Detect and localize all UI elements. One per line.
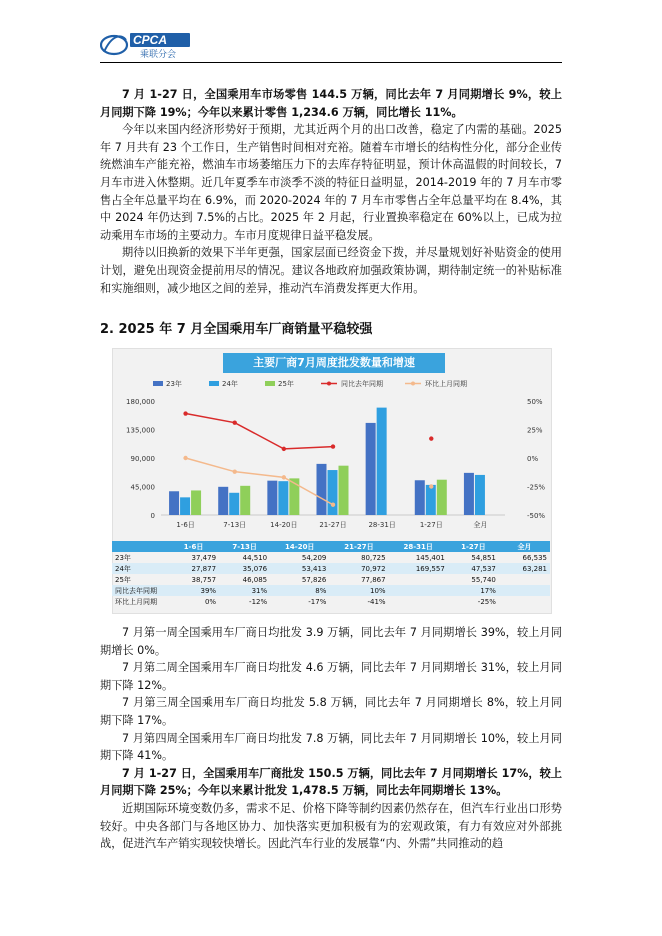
table-cell: 63,281	[499, 563, 550, 574]
wholesale-summary: 7 月 1-27 日，全国乘用车厂商批发 150.5 万辆，同比去年 7 月同期增长 17%，较上月同期下降 25%；今年以来累计批发 1,478.5 万辆，同比去年同期增长 13%。	[100, 766, 562, 798]
svg-text:CPCA: CPCA	[133, 33, 168, 47]
bar	[218, 487, 228, 515]
y2-tick-label: -50%	[527, 512, 546, 520]
intro-section	[100, 86, 562, 297]
table-header-row	[112, 541, 550, 552]
table-cell: -41%	[367, 597, 386, 606]
table-cell	[389, 574, 448, 585]
series-line	[186, 458, 333, 505]
cpca-logo	[100, 30, 220, 60]
table-row	[112, 563, 550, 574]
table-cell: 70,972	[329, 563, 388, 574]
table-cell: 77,867	[361, 575, 386, 584]
week-4-text: 7 月第四周全国乘用车厂商日均批发 7.8 万辆，同比去年 7 月同期增长 10%，较上月同期下降 41%。	[100, 731, 562, 763]
legend-label: 25年	[278, 380, 294, 388]
week-2-text: 7 月第二周全国乘用车厂商日均批发 4.6 万辆，同比去年 7 月同期增长 31%，较上月同期下降 12%。	[100, 661, 562, 692]
table-row-label: 25年	[115, 575, 131, 584]
chart-title: 主要厂商7月周度批发数量和增速	[223, 353, 445, 373]
week-1-text: 7 月第一周全国乘用车厂商日均批发 3.9 万辆，同比去年 7 月同期增长 39%，较上月同期增长 0%。	[100, 626, 562, 657]
y-tick-label: 135,000	[126, 426, 155, 435]
table-cell: 39%	[168, 585, 219, 596]
x-tick-label: 14-20日	[270, 521, 298, 529]
table-cell: 54,209	[301, 553, 327, 562]
table-cell: 46,085	[242, 575, 268, 584]
legend-label: 23年	[166, 380, 182, 388]
table-cell: 31%	[219, 585, 270, 596]
series-line	[186, 414, 333, 449]
table-body	[112, 552, 550, 607]
x-tick-label: 1-27日	[419, 521, 443, 529]
y2-tick-label: -25%	[527, 483, 546, 492]
bar	[377, 408, 387, 515]
legend-label: 同比去年同期	[341, 380, 383, 388]
retail-summary: 7 月 1-27 日，全国乘用车市场零售 144.5 万辆，同比去年 7 月同期增长 9%，较上月同期下降 19%；今年以来累计零售 1,234.6 万辆，同比增长 11%。	[100, 88, 562, 119]
x-tick-label: 1-6日	[176, 521, 195, 529]
bar	[169, 491, 179, 515]
table-cell: 38,757	[191, 575, 217, 584]
bar	[180, 497, 190, 515]
table-row-label: 23年	[115, 553, 131, 562]
legend-swatch	[153, 381, 163, 386]
page-header	[100, 24, 562, 64]
y2-tick-label: 50%	[527, 398, 543, 406]
table-cell: 145,401	[415, 553, 445, 562]
table-cell	[389, 585, 448, 596]
table-cell: 54,851	[471, 553, 496, 562]
legend-marker	[411, 382, 415, 386]
table-row	[112, 596, 550, 607]
chart-svg	[113, 375, 551, 567]
table-cell	[499, 596, 550, 607]
x-tick-label: 全月	[473, 521, 488, 529]
x-tick-label: 28-31日	[368, 521, 396, 529]
bar	[437, 480, 447, 515]
table-row-label: 同比去年同期	[112, 585, 168, 596]
table-cell: 0%	[204, 597, 217, 606]
table-cell: 10%	[329, 585, 388, 596]
table-header-cell	[112, 541, 168, 552]
table-cell	[389, 596, 448, 607]
paragraph-subsidy: 期待以旧换新的效果下半年更强，国家层面已经资金下拨，并尽量规划好补贴资金的使用计划，避免出现资金提前用尽的情况。建议各地政府加强政策协调，期待制定统一的补贴标准和实施细则，减少地区之间的差异，推动汽车消费发挥更大作用。	[100, 246, 562, 295]
line-point	[429, 484, 433, 488]
table-cell: -25%	[477, 597, 496, 606]
bar	[475, 475, 485, 515]
table-cell: 17%	[448, 585, 499, 596]
table-header-cell: 28-31日	[389, 541, 448, 552]
chart-table	[112, 541, 550, 607]
bar	[278, 481, 288, 515]
y-tick-label: 180,000	[126, 398, 155, 406]
table-cell: 8%	[270, 585, 329, 596]
table-row-label: 环比上月同期	[115, 597, 157, 606]
y-tick-label: 0	[150, 512, 155, 520]
table-cell: 57,826	[301, 575, 327, 584]
bar	[415, 480, 425, 515]
bar	[339, 466, 349, 515]
week-3-text: 7 月第三周全国乘用车厂商日均批发 5.8 万辆，同比去年 7 月同期增长 8%，较上月同期下降 17%。	[100, 696, 562, 727]
table-cell: 53,413	[270, 563, 329, 574]
y2-tick-label: 25%	[527, 426, 543, 435]
legend-swatch	[209, 381, 219, 386]
legend-label: 24年	[222, 380, 238, 388]
paragraph-outlook: 近期国际环境变数仍多，需求不足、价格下降等制约因素仍然存在，但汽车行业出口形势较好。中央各部门与各地区协力、加快落实更加积极有为的宏观政策，有力有效应对外部挑战，促进汽车产销实现较快增长。因此汽车行业的发展靠“内、外需”共同推动的趋	[100, 801, 562, 851]
table-cell: 44,510	[242, 553, 268, 562]
table-cell	[499, 574, 550, 585]
weekly-section	[100, 624, 562, 853]
bar	[267, 481, 277, 515]
table-header-cell: 1-6日	[168, 541, 219, 552]
legend-marker	[327, 382, 331, 386]
y-tick-label: 45,000	[130, 483, 155, 492]
table-cell: 27,877	[168, 563, 219, 574]
table-header-cell: 7-13日	[219, 541, 270, 552]
table-header-cell: 全月	[499, 541, 550, 552]
paragraph-economy: 今年以来国内经济形势好于预期，尤其近两个月的出口改善，稳定了内需的基础。2025 年 7 月共有 23 个工作日，生产销售时间相对充裕。随着车市增长的结构性分化，部分企业传统燃油车产能充裕，燃油车市场萎缩压力下的去库存特征明显，预计休高温假的时间较长，7 月车市进入休整期。近几年夏季车市淡季不淡的特征日益明显，2014-2019 年的 7 月车市零售占全年总量平均在 6.9%，而 2020-2024 年的 7 月车市零售占全年总量平均在 8.4%，其中 2024 年仍达到 7.5%的占比。2025 年 2 月起，行业置换率稳定在 60%以上，已成为拉动乘用车市场的主要动力。车市月度规律日益平稳发展。	[100, 123, 562, 242]
bar	[426, 485, 436, 515]
y2-tick-label: 0%	[527, 455, 539, 463]
table-cell: 47,537	[448, 563, 499, 574]
table-cell: -17%	[308, 597, 327, 606]
table-cell: 37,479	[191, 553, 217, 562]
table-row	[112, 552, 550, 563]
table-cell	[499, 585, 550, 596]
section-title: 2. 2025 年 7 月全国乘用车厂商销量平稳较强	[100, 322, 373, 337]
table-cell: 66,535	[522, 553, 547, 562]
table-header-cell: 14-20日	[270, 541, 329, 552]
line-point	[429, 436, 433, 440]
svg-text:乘联分会: 乘联分会	[140, 50, 177, 60]
header-rule	[100, 62, 562, 63]
legend-swatch	[265, 381, 275, 386]
x-tick-label: 21-27日	[319, 521, 347, 529]
table-header-cell: 21-27日	[329, 541, 388, 552]
table-row-label: 24年	[112, 563, 168, 574]
legend-label: 环比上月同期	[425, 380, 467, 388]
table-header-cell: 1-27日	[448, 541, 499, 552]
table-cell: 80,725	[361, 553, 386, 562]
y-tick-label: 90,000	[130, 455, 155, 463]
bar	[366, 423, 376, 515]
table-row	[112, 585, 550, 596]
bar	[240, 486, 250, 515]
table-cell: 55,740	[471, 575, 496, 584]
table-cell: 169,557	[389, 563, 448, 574]
bar	[328, 470, 338, 515]
table-cell: -12%	[249, 597, 268, 606]
table-row	[112, 574, 550, 585]
table-cell: 35,076	[219, 563, 270, 574]
bar	[229, 493, 239, 515]
x-tick-label: 7-13日	[223, 521, 247, 529]
bar	[191, 490, 201, 515]
bar	[464, 473, 474, 515]
bar	[317, 464, 327, 515]
